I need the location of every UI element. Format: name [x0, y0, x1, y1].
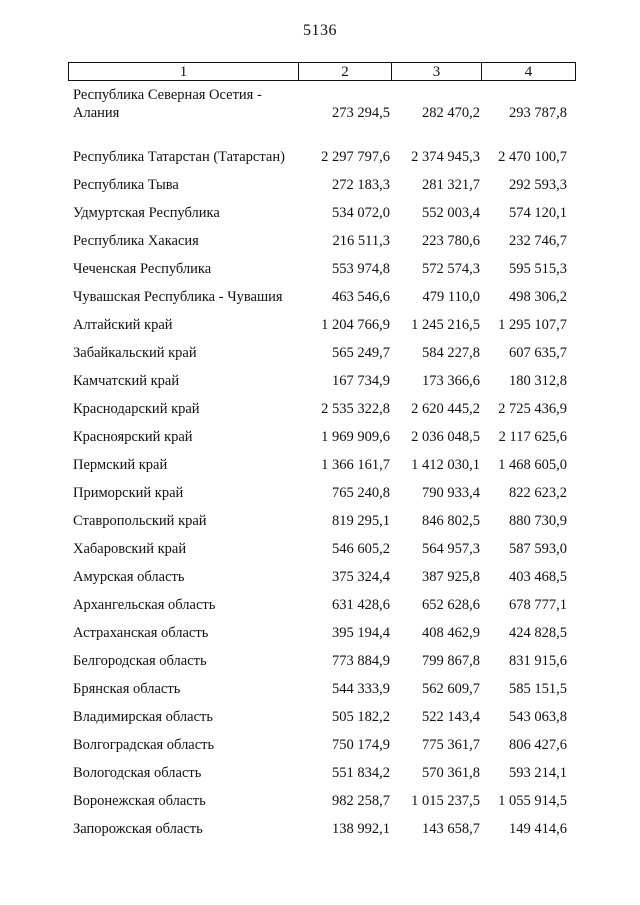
- region-name: Владимирская область: [73, 709, 213, 725]
- value-col-2: 631 428,6: [332, 597, 390, 613]
- region-name: Хабаровский край: [73, 541, 187, 557]
- table-row: [0, 366, 640, 392]
- value-col-2: 765 240,8: [332, 485, 390, 501]
- value-col-2: 544 333,9: [332, 681, 390, 697]
- value-col-4: 1 295 107,7: [498, 317, 567, 333]
- value-col-4: 2 117 625,6: [498, 429, 567, 445]
- table-row: [0, 758, 640, 784]
- value-col-3: 572 574,3: [422, 261, 480, 277]
- value-col-4: 292 593,3: [509, 177, 567, 193]
- value-col-4: 2 725 436,9: [498, 401, 567, 417]
- value-col-4: 595 515,3: [509, 261, 567, 277]
- value-col-2: 1 969 909,6: [321, 429, 390, 445]
- value-col-2: 1 366 161,7: [321, 457, 390, 473]
- region-name: Вологодская область: [73, 765, 202, 781]
- value-col-2: 395 194,4: [332, 625, 390, 641]
- value-col-4: 293 787,8: [509, 105, 567, 121]
- value-col-3: 562 609,7: [422, 681, 480, 697]
- region-name: Приморский край: [73, 485, 184, 501]
- table-row: [0, 198, 640, 224]
- region-name: Камчатский край: [73, 373, 180, 389]
- value-col-3: 223 780,6: [422, 233, 480, 249]
- table-row: [0, 534, 640, 560]
- value-col-3: 2 620 445,2: [411, 401, 480, 417]
- region-name: Волгоградская область: [73, 737, 215, 753]
- value-col-4: 587 593,0: [509, 541, 567, 557]
- column-header-3: 3: [392, 63, 482, 81]
- value-col-4: 880 730,9: [509, 513, 567, 529]
- value-col-4: 149 414,6: [509, 821, 567, 837]
- region-name: Республика Хакасия: [73, 233, 199, 249]
- value-col-2: 167 734,9: [332, 373, 390, 389]
- value-col-4: 585 151,5: [509, 681, 567, 697]
- table-row: [0, 590, 640, 616]
- region-name: Красноярский край: [73, 429, 193, 445]
- region-name: Республика Тыва: [73, 177, 179, 193]
- value-col-2: 375 324,4: [332, 569, 390, 585]
- value-col-3: 522 143,4: [422, 709, 480, 725]
- value-col-3: 846 802,5: [422, 513, 480, 529]
- region-name: Забайкальский край: [73, 345, 197, 361]
- value-col-3: 408 462,9: [422, 625, 480, 641]
- value-col-3: 143 658,7: [422, 821, 480, 837]
- value-col-2: 138 992,1: [332, 821, 390, 837]
- region-name: Амурская область: [73, 569, 185, 585]
- value-col-3: 281 321,7: [422, 177, 480, 193]
- value-col-4: 232 746,7: [509, 233, 567, 249]
- column-header-1: 1: [69, 63, 299, 81]
- table-row: [0, 170, 640, 196]
- value-col-3: 1 412 030,1: [411, 457, 480, 473]
- value-col-2: 551 834,2: [332, 765, 390, 781]
- value-col-3: 1 245 216,5: [411, 317, 480, 333]
- value-col-2: 2 297 797,6: [321, 149, 390, 165]
- table-row: [0, 86, 640, 124]
- column-header-2: 2: [299, 63, 392, 81]
- table-row: [0, 310, 640, 336]
- table-row: [0, 702, 640, 728]
- region-name: Брянская область: [73, 681, 181, 697]
- value-col-4: 607 635,7: [509, 345, 567, 361]
- region-name: Астраханская область: [73, 625, 209, 641]
- value-col-3: 552 003,4: [422, 205, 480, 221]
- page-number: 5136: [303, 22, 337, 39]
- region-name: Республика Северная Осетия - Алания: [73, 87, 262, 121]
- table-row: [0, 254, 640, 280]
- table-row: [0, 618, 640, 644]
- value-col-2: 750 174,9: [332, 737, 390, 753]
- value-col-3: 479 110,0: [422, 289, 480, 305]
- value-col-2: 273 294,5: [332, 105, 390, 121]
- value-col-3: 584 227,8: [422, 345, 480, 361]
- value-col-4: 180 312,8: [509, 373, 567, 389]
- value-col-2: 2 535 322,8: [321, 401, 390, 417]
- column-header-row: [69, 63, 576, 81]
- value-col-3: 775 361,7: [422, 737, 480, 753]
- value-col-2: 546 605,2: [332, 541, 390, 557]
- value-col-3: 173 366,6: [422, 373, 480, 389]
- table-row: [0, 422, 640, 448]
- table-row: [0, 142, 640, 168]
- table-row: [0, 646, 640, 672]
- table-row: [0, 562, 640, 588]
- value-col-2: 534 072,0: [332, 205, 390, 221]
- value-col-4: 678 777,1: [509, 597, 567, 613]
- value-col-2: 773 884,9: [332, 653, 390, 669]
- value-col-2: 982 258,7: [332, 793, 390, 809]
- value-col-2: 565 249,7: [332, 345, 390, 361]
- region-name: Удмуртская Республика: [73, 205, 220, 221]
- value-col-3: 387 925,8: [422, 569, 480, 585]
- table-row: [0, 814, 640, 840]
- table-row: [0, 478, 640, 504]
- table-row: [0, 394, 640, 420]
- value-col-2: 553 974,8: [332, 261, 390, 277]
- region-name: Запорожская область: [73, 821, 203, 837]
- value-col-4: 2 470 100,7: [498, 149, 567, 165]
- value-col-2: 272 183,3: [332, 177, 390, 193]
- value-col-4: 593 214,1: [509, 765, 567, 781]
- value-col-4: 574 120,1: [509, 205, 567, 221]
- region-name: Чеченская Республика: [73, 261, 212, 277]
- table-row: [0, 450, 640, 476]
- value-col-3: 2 036 048,5: [411, 429, 480, 445]
- value-col-3: 790 933,4: [422, 485, 480, 501]
- region-name: Ставропольский край: [73, 513, 207, 529]
- region-name: Воронежская область: [73, 793, 206, 809]
- value-col-3: 570 361,8: [422, 765, 480, 781]
- value-col-4: 806 427,6: [509, 737, 567, 753]
- table-row: [0, 674, 640, 700]
- table-row: [0, 226, 640, 252]
- value-col-4: 1 468 605,0: [498, 457, 567, 473]
- value-col-2: 463 546,6: [332, 289, 390, 305]
- value-col-3: 799 867,8: [422, 653, 480, 669]
- value-col-4: 543 063,8: [509, 709, 567, 725]
- region-name: Краснодарский край: [73, 401, 200, 417]
- region-name: Белгородская область: [73, 653, 207, 669]
- region-name: Чувашская Республика - Чувашия: [73, 289, 283, 305]
- table-row: [0, 282, 640, 308]
- value-col-3: 1 015 237,5: [411, 793, 480, 809]
- value-col-4: 424 828,5: [509, 625, 567, 641]
- region-name: Архангельская область: [73, 597, 216, 613]
- table-row: [0, 506, 640, 532]
- value-col-2: 819 295,1: [332, 513, 390, 529]
- table-row: [0, 786, 640, 812]
- value-col-4: 822 623,2: [509, 485, 567, 501]
- value-col-2: 505 182,2: [332, 709, 390, 725]
- table-row: [0, 338, 640, 364]
- value-col-4: 498 306,2: [509, 289, 567, 305]
- region-name: Пермский край: [73, 457, 168, 473]
- column-header-table: [68, 62, 576, 81]
- region-name: Республика Татарстан (Татарстан): [73, 149, 285, 165]
- value-col-4: 403 468,5: [509, 569, 567, 585]
- value-col-4: 1 055 914,5: [498, 793, 567, 809]
- value-col-3: 2 374 945,3: [411, 149, 480, 165]
- value-col-4: 831 915,6: [509, 653, 567, 669]
- value-col-2: 1 204 766,9: [321, 317, 390, 333]
- value-col-3: 282 470,2: [422, 105, 480, 121]
- table-row: [0, 730, 640, 756]
- value-col-2: 216 511,3: [332, 233, 390, 249]
- region-name: Алтайский край: [73, 317, 173, 333]
- value-col-3: 564 957,3: [422, 541, 480, 557]
- value-col-3: 652 628,6: [422, 597, 480, 613]
- column-header-4: 4: [482, 63, 576, 81]
